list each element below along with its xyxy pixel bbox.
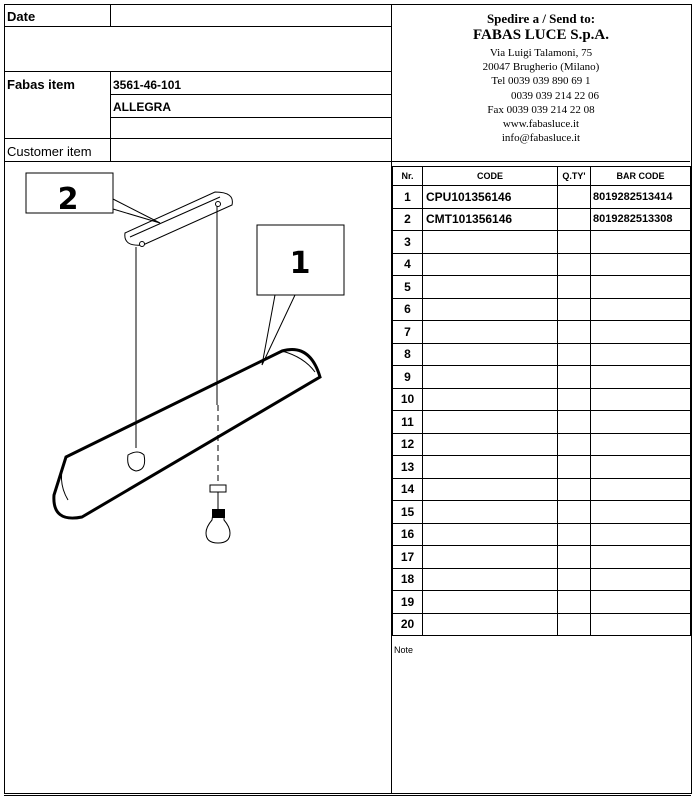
barcode-cell[interactable]: [591, 388, 691, 411]
date-value[interactable]: [114, 9, 384, 24]
nr-cell: 17: [393, 546, 423, 569]
fabas-item-code: 3561-46-101: [113, 78, 182, 92]
table-row: [393, 433, 691, 456]
phone-1: Tel 0039 039 890 69 1: [491, 75, 591, 87]
nr-cell: 4: [393, 253, 423, 276]
col-code-header: CODE: [423, 167, 558, 186]
callout-2-box: [26, 173, 160, 223]
barcode-cell[interactable]: [591, 411, 691, 434]
code-cell[interactable]: [423, 298, 558, 321]
table-row: [393, 208, 691, 231]
code-cell[interactable]: [423, 591, 558, 614]
nr-cell: 12: [393, 433, 423, 456]
barcode-cell[interactable]: [591, 478, 691, 501]
col-nr-header: Nr.: [393, 167, 423, 186]
code-cell[interactable]: [423, 546, 558, 569]
qty-cell[interactable]: [558, 388, 591, 411]
code-cell[interactable]: [423, 411, 558, 434]
code-cell[interactable]: [423, 456, 558, 479]
note-area[interactable]: [392, 660, 690, 790]
nr-cell: 19: [393, 591, 423, 614]
nr-cell: 8: [393, 343, 423, 366]
code-cell[interactable]: [423, 253, 558, 276]
qty-cell[interactable]: [558, 366, 591, 389]
code-cell[interactable]: [423, 388, 558, 411]
label-column-divider: [110, 4, 111, 26]
note-label: Note: [394, 645, 414, 655]
nr-cell: 15: [393, 501, 423, 524]
nr-cell: 7: [393, 321, 423, 344]
table-row: [393, 411, 691, 434]
fabas-item-name: ALLEGRA: [113, 100, 171, 114]
barcode-cell[interactable]: [591, 591, 691, 614]
qty-cell[interactable]: [558, 276, 591, 299]
callout-2-label: 2: [57, 182, 79, 217]
nr-cell: 13: [393, 456, 423, 479]
table-row: [393, 298, 691, 321]
table-row: [393, 366, 691, 389]
table-row: [393, 501, 691, 524]
barcode-cell[interactable]: [591, 298, 691, 321]
nr-cell: 14: [393, 478, 423, 501]
bottom-rule: [4, 795, 691, 796]
code-cell[interactable]: [423, 321, 558, 344]
fax: Fax 0039 039 214 22 08: [487, 104, 595, 116]
address-street: Via Luigi Talamoni, 75: [489, 47, 593, 59]
qty-cell[interactable]: [558, 298, 591, 321]
code-cell[interactable]: [423, 568, 558, 591]
table-row: [393, 231, 691, 254]
barcode-cell[interactable]: [591, 568, 691, 591]
customer-item-value[interactable]: [114, 144, 384, 159]
barcode-cell[interactable]: [591, 501, 691, 524]
phone-2: 0039 039 214 22 06: [511, 90, 599, 102]
table-row: [393, 253, 691, 276]
qty-cell[interactable]: [558, 523, 591, 546]
code-cell[interactable]: [423, 343, 558, 366]
callout-1-label: 1: [289, 246, 311, 281]
table-row: [393, 186, 691, 209]
nr-cell: 11: [393, 411, 423, 434]
table-row: [393, 613, 691, 636]
col-barcode-header: BAR CODE: [591, 167, 691, 186]
barcode-cell[interactable]: [591, 253, 691, 276]
code-cell[interactable]: [423, 231, 558, 254]
nr-cell: 20: [393, 613, 423, 636]
nr-cell: 1: [393, 186, 423, 209]
nr-cell: 9: [393, 366, 423, 389]
barcode-cell[interactable]: 8019282513308: [591, 208, 691, 231]
qty-cell[interactable]: [558, 456, 591, 479]
barcode-cell[interactable]: [591, 343, 691, 366]
ceiling-canopy: [125, 192, 233, 245]
barcode-cell[interactable]: [591, 276, 691, 299]
codes-table: [392, 166, 691, 636]
barcode-cell[interactable]: [591, 613, 691, 636]
barcode-cell[interactable]: [591, 523, 691, 546]
qty-cell[interactable]: [558, 591, 591, 614]
nr-cell: 16: [393, 523, 423, 546]
table-row: [393, 276, 691, 299]
code-cell[interactable]: [423, 501, 558, 524]
table-row: [393, 478, 691, 501]
barcode-cell[interactable]: [591, 546, 691, 569]
table-row: [393, 388, 691, 411]
qty-cell[interactable]: [558, 253, 591, 276]
col-qty-header: Q.TY': [558, 167, 591, 186]
table-row: [393, 568, 691, 591]
connector: [210, 485, 226, 492]
email[interactable]: info@fabasluce.it: [501, 132, 581, 144]
qty-cell[interactable]: [558, 321, 591, 344]
qty-cell[interactable]: [558, 231, 591, 254]
qty-cell[interactable]: [558, 433, 591, 456]
nr-cell: 3: [393, 231, 423, 254]
table-row: [393, 523, 691, 546]
qty-cell[interactable]: [558, 546, 591, 569]
qty-cell[interactable]: [558, 208, 591, 231]
nr-cell: 5: [393, 276, 423, 299]
qty-cell[interactable]: [558, 343, 591, 366]
qty-cell[interactable]: [558, 613, 591, 636]
fabas-item-label: Fabas item: [7, 77, 75, 92]
code-cell[interactable]: [423, 478, 558, 501]
qty-cell[interactable]: [558, 568, 591, 591]
code-cell[interactable]: [423, 523, 558, 546]
table-row: [393, 546, 691, 569]
table-header-row: [393, 167, 691, 186]
nr-cell: 18: [393, 568, 423, 591]
barcode-cell[interactable]: [591, 456, 691, 479]
code-cell[interactable]: CMT101356146: [423, 208, 558, 231]
barcode-cell[interactable]: [591, 231, 691, 254]
barcode-cell[interactable]: [591, 321, 691, 344]
qty-cell[interactable]: [558, 501, 591, 524]
qty-cell[interactable]: [558, 478, 591, 501]
barcode-cell[interactable]: [591, 433, 691, 456]
nr-cell: 2: [393, 208, 423, 231]
qty-cell[interactable]: [558, 411, 591, 434]
send-to-title: Spedire a / Send to:: [486, 11, 596, 26]
table-row: [393, 456, 691, 479]
product-diagram: [10, 165, 388, 565]
company-name: FABAS LUCE S.p.A.: [472, 27, 609, 43]
code-cell[interactable]: [423, 613, 558, 636]
barcode-cell[interactable]: [591, 366, 691, 389]
code-cell[interactable]: [423, 276, 558, 299]
code-cell[interactable]: [423, 433, 558, 456]
website[interactable]: www.fabasluce.it: [502, 118, 580, 130]
date-label: Date: [7, 9, 36, 24]
bulb-inside: [128, 452, 145, 471]
qty-cell[interactable]: [558, 186, 591, 209]
customer-item-label: Customer item: [7, 144, 92, 159]
address-city: 20047 Brugherio (Milano): [482, 61, 600, 73]
code-cell[interactable]: CPU101356146: [423, 186, 558, 209]
table-row: [393, 591, 691, 614]
lamp-body: [54, 349, 320, 518]
nr-cell: 6: [393, 298, 423, 321]
table-row: [393, 321, 691, 344]
code-cell[interactable]: [423, 366, 558, 389]
barcode-cell[interactable]: 8019282513414: [591, 186, 691, 209]
nr-cell: 10: [393, 388, 423, 411]
table-row: [393, 343, 691, 366]
